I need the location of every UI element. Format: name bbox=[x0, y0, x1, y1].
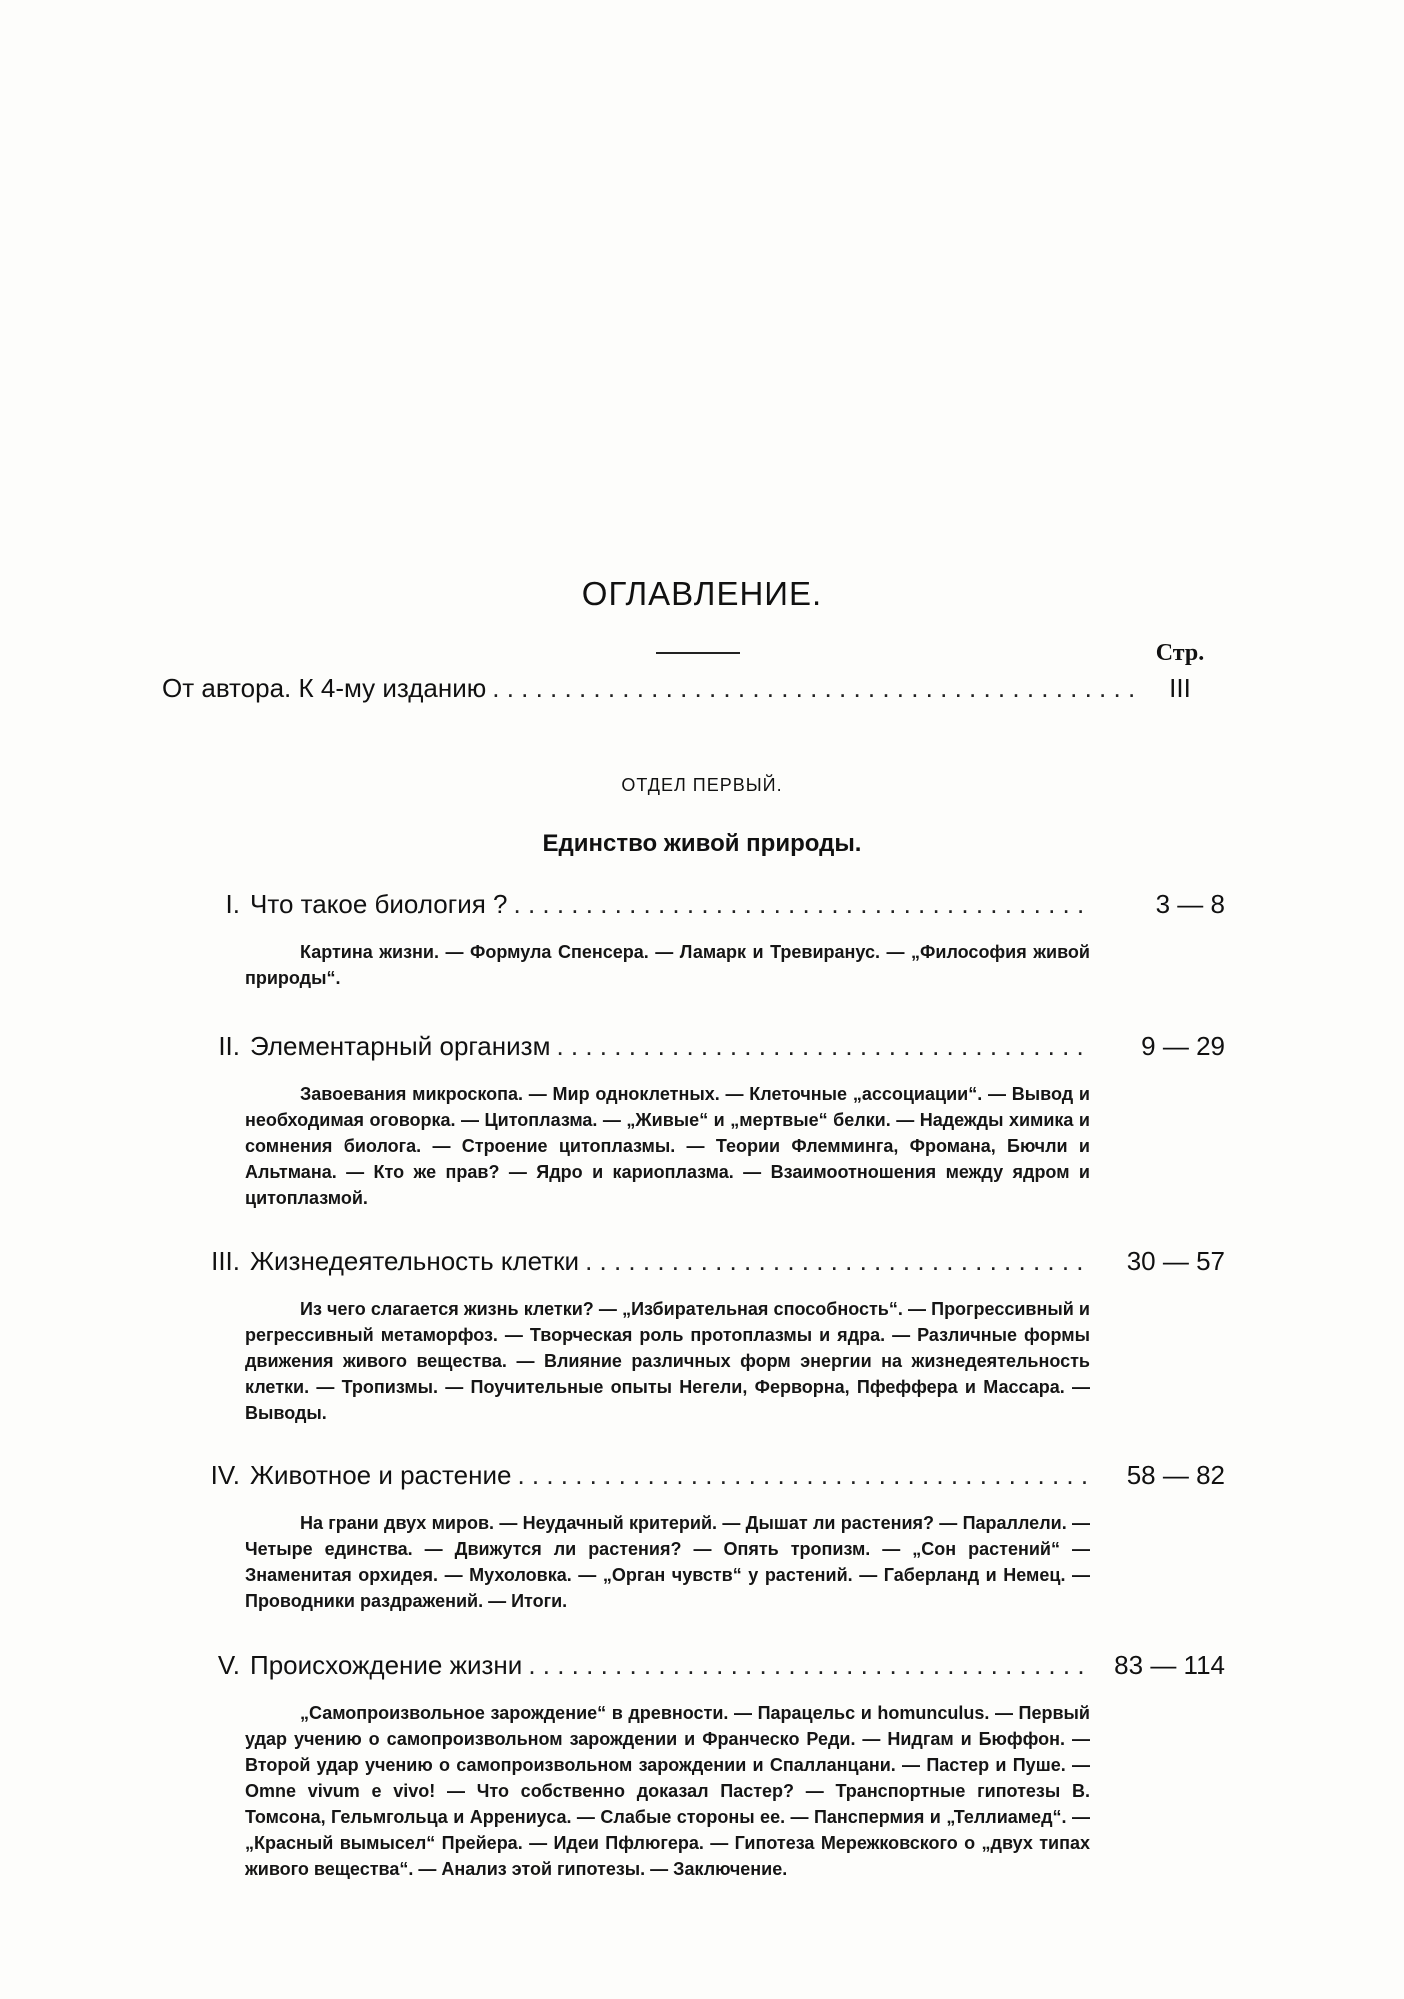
toc-entry-chapter-4[interactable] bbox=[190, 1460, 1225, 1491]
chapter-summary: Картина жизни. — Формула Спенсера. — Ламарк и Тревиранус. — „Философия живой природы“. bbox=[245, 942, 1090, 988]
chapter-title: Животное и растение bbox=[250, 1460, 512, 1490]
chapter-number: III. bbox=[211, 1246, 240, 1276]
page-column-label: Стр. bbox=[1155, 640, 1205, 666]
chapter-number: I. bbox=[225, 889, 240, 919]
chapter-title: Что такое биология ? bbox=[250, 889, 508, 919]
leader-dots bbox=[585, 1246, 1089, 1277]
chapter-title: Жизнедеятельность клетки bbox=[250, 1246, 580, 1276]
toc-entry-chapter-1[interactable] bbox=[190, 889, 1225, 920]
chapter-summary: „Самопроизвольное зарождение“ в древности. — Парацельс и homunculus. — Первый удар учению о самопроизвольном зарождении и Франческо Реди. — Нидгам и Бюффон. — Второй удар учению о самопроизвольном зарождении и Спалланцани. — Пастер и Пуше. — Omne vivum e vivo! — Что собственно доказал Пастер? — Транспортные гипотезы В. Томсона, Гельмгольца и Аррениуса. — Слабые стороны ее. — Панспермия и „Теллиамед“. — „Красный вымысел“ Прейера. — Идеи Пфлюгера. — Гипотеза Мережковского о „двух типах живого вещества“. — Анализ этой гипотезы. — Заключение. bbox=[245, 1703, 1090, 1879]
leader-dots bbox=[492, 673, 1144, 704]
section-title: Единство живой природы. bbox=[542, 830, 862, 857]
page-title: ОГЛАВЛЕНИЕ. bbox=[581, 575, 823, 612]
chapter-summary: Из чего слагается жизнь клетки? — „Избирательная способность“. — Прогрессивный и регрессивный метаморфоз. — Творческая роль протоплазмы и ядра. — Различные формы движения живого вещества. — Влияние различных форм энергии на жизнедеятельность клетки. — Тропизмы. — Поучительные опыты Негели, Ферворна, Пфеффера и Массара. — Выводы. bbox=[245, 1299, 1090, 1423]
title-rule bbox=[656, 652, 740, 654]
chapter-pages: 83 — 114 bbox=[1114, 1650, 1225, 1680]
leader-dots bbox=[514, 889, 1089, 920]
chapter-number: IV. bbox=[210, 1460, 240, 1490]
toc-entry-pages: III bbox=[1169, 673, 1191, 703]
chapter-summary: На грани двух миров. — Неудачный критерий. — Дышат ли растения? — Параллели. — Четыре единства. — Движутся ли растения? — Опять тропизм. — „Сон растений“ — Знаменитая орхидея. — Мухоловка. — „Орган чувств“ у растений. — Габерланд и Немец. — Проводники раздражений. — Итоги. bbox=[245, 1513, 1090, 1611]
chapter-number: II. bbox=[218, 1031, 240, 1061]
toc-entry-title: От автора. К 4-му изданию bbox=[162, 673, 487, 703]
chapter-title: Элементарный организм bbox=[250, 1031, 551, 1061]
chapter-pages: 30 — 57 bbox=[1126, 1246, 1225, 1276]
toc-entry-preface[interactable] bbox=[162, 673, 1210, 704]
leader-dots bbox=[556, 1031, 1089, 1062]
leader-dots bbox=[528, 1650, 1089, 1681]
toc-entry-chapter-5[interactable] bbox=[190, 1650, 1225, 1681]
section-label: ОТДЕЛ ПЕРВЫЙ. bbox=[621, 775, 783, 795]
chapter-pages: 58 — 82 bbox=[1126, 1460, 1225, 1490]
chapter-title: Происхождение жизни bbox=[250, 1650, 523, 1680]
chapter-pages: 9 — 29 bbox=[1141, 1031, 1225, 1061]
chapter-summary: Завоевания микроскопа. — Мир одноклетных. — Клеточные „ассоциации“. — Вывод и необходимая оговорка. — Цитоплазма. — „Живые“ и „мертвые“ белки. — Надежды химика и сомнения биолога. — Строение цитоплазмы. — Теории Флемминга, Фромана, Бючли и Альтмана. — Кто же прав? — Ядро и кариоплазма. — Взаимоотношения между ядром и цитоплазмой. bbox=[245, 1084, 1090, 1208]
leader-dots bbox=[517, 1460, 1089, 1491]
toc-entry-chapter-3[interactable] bbox=[190, 1246, 1225, 1277]
chapter-pages: 3 — 8 bbox=[1155, 889, 1225, 919]
chapter-number: V. bbox=[217, 1650, 240, 1680]
toc-entry-chapter-2[interactable] bbox=[190, 1031, 1225, 1062]
